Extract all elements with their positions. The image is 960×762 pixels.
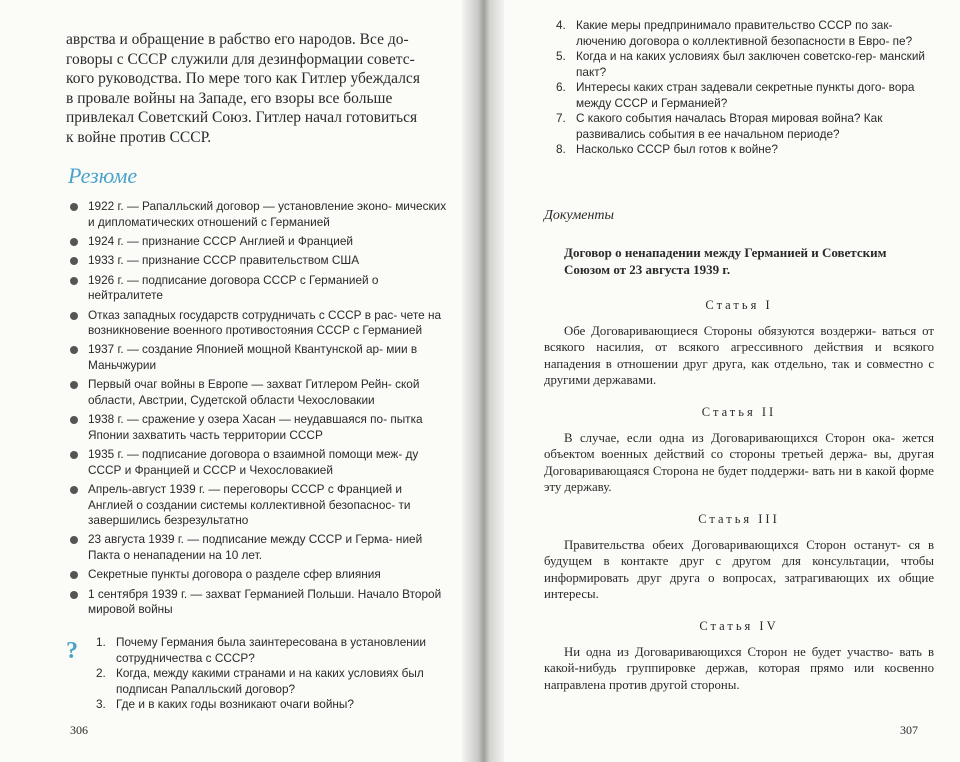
questions-list-right — [556, 18, 934, 158]
bullet-icon — [70, 536, 78, 544]
bullet-icon — [70, 277, 78, 285]
question-item: 5. Когда и на каких условиях был заключен советско-гер- манский пакт? — [556, 49, 925, 79]
resume-heading: Резюме — [68, 163, 138, 188]
question-item: 6. Интересы каких стран задевали секретные пункты дого- вора между СССР и Германией? — [556, 80, 915, 110]
question-item: 7. С какого события началась Вторая мировая война? Как развивались события в ее начальном периоде? — [556, 111, 883, 141]
lead-line: кого руководства. По мере того как Гитлер убеждался — [66, 70, 420, 87]
bullet-icon — [70, 591, 78, 599]
article-text: Обе Договаривающиеся Стороны обязуются воздержи- ваться от всякого насилия, от всякого агрессивного действия и всякого нападения в отношении друг друга, как отдельно, так и совместно с другими державами. — [544, 323, 934, 387]
summary-item: Первый очаг войны в Европе — захват Гитлером Рейн- ской области, Австрии, Судетской области Чехословакии — [88, 377, 450, 408]
lead-line: к войне против СССР. — [66, 128, 212, 146]
article-title: Статья I — [705, 297, 773, 312]
summary-item: Апрель-август 1939 г. — переговоры СССР с Францией и Англией о создании системы коллективной безопаснос- ти завершились безрезультатно — [88, 482, 450, 529]
article — [544, 405, 934, 496]
article-title: Статья IV — [699, 618, 779, 633]
page-number-left: 306 — [70, 723, 88, 737]
article-text: Ни одна из Договаривающихся Сторон не будет участво- вать в какой-нибудь группировке держав, которая прямо или косвенно направлена против другой стороны. — [544, 644, 934, 692]
summary-item: 23 августа 1939 г. — подписание между СССР и Герма- нией Пакта о ненападении на 10 лет. — [88, 532, 450, 563]
lead-line: в провале войны на Западе, его взоры все больше — [66, 89, 393, 107]
summary-item: 1926 г. — подписание договора СССР с Германией о нейтралитете — [88, 273, 450, 304]
bullet-icon — [70, 312, 78, 320]
lead-line: аврства и обращение в рабство его народов. Все до- — [66, 31, 409, 48]
bullet-icon — [70, 381, 78, 389]
treaty-title: Договор о ненападении между Германией и Советским Союзом от 23 августа 1939 г. — [564, 244, 887, 277]
bullet-icon — [70, 571, 78, 579]
question-item: 3. Где и в каких годы возникают очаги войны? — [96, 697, 354, 711]
summary-item: Секретные пункты договора о разделе сфер влияния — [88, 567, 450, 583]
article-text: В случае, если одна из Договаривающихся Сторон ока- жется объектом военных действий со стороны третьей держа- вы, другая Договаривающаяся Сторона не будет поддержи- вать ни в какой форме эту державу. — [544, 430, 934, 494]
article — [544, 298, 934, 389]
lead-line: говоры с СССР служили для дезинформации советс- — [66, 50, 415, 68]
page-number-right: 307 — [900, 723, 918, 737]
summary-item: 1935 г. — подписание договора о взаимной помощи меж- ду СССР и Францией и СССР и Чехословакией — [88, 447, 450, 478]
question-item: 8. Насколько СССР был готов к войне? — [556, 142, 778, 156]
bullet-icon — [70, 257, 78, 265]
lead-line: привлекал Советский Союз. Гитлер начал готовиться — [66, 109, 418, 126]
summary-item: Отказ западных государств сотрудничать с СССР в рас- чете на возникновение военного противостояния СССР с Германией — [88, 308, 450, 339]
article — [544, 619, 934, 694]
summary-item: 1922 г. — Рапалльский договор — установление эконо- мических и дипломатических отношений с Германией — [88, 199, 450, 230]
bullet-icon — [70, 203, 78, 211]
right-page — [496, 0, 960, 762]
question-item: 4. Какие меры предпринимало правительство СССР по зак- лючению договора о коллективной безопасности в Евро- пе? — [556, 18, 913, 48]
question-item: 2. Когда, между какими странами и на каких условиях был подписан Рапалльский договор? — [96, 666, 424, 696]
summary-list — [66, 199, 450, 618]
article-text: Правительства обеих Договаривающихся Сторон останут- ся в будущем в контакте друг с другом для консультации, чтобы информировать друг друга о вопросах, затрагивающих их общие интересы. — [544, 537, 934, 601]
questions-list-left — [96, 635, 446, 713]
article-title: Статья III — [698, 511, 780, 526]
left-lead-paragraph — [66, 30, 450, 147]
summary-item: 1938 г. — сражение у озера Хасан — неудавшаяся по- пытка Японии захватить часть территории СССР — [88, 412, 450, 443]
bullet-icon — [70, 451, 78, 459]
left-page — [0, 0, 470, 762]
bullet-icon — [70, 416, 78, 424]
article — [544, 512, 934, 603]
summary-item: 1933 г. — признание СССР правительством США — [88, 253, 450, 269]
documents-heading: Документы — [544, 207, 615, 223]
bullet-icon — [70, 486, 78, 494]
question-item: 1. Почему Германия была заинтересована в установлении сотрудничества с СССР? — [96, 635, 426, 665]
summary-item: 1924 г. — признание СССР Англией и Францией — [88, 234, 450, 250]
article-title: Статья II — [701, 404, 777, 419]
summary-item: 1937 г. — создание Японией мощной Квантунской ар- мии в Маньчжурии — [88, 342, 450, 373]
summary-item: 1 сентября 1939 г. — захват Германией Польши. Начало Второй мировой войны — [88, 587, 450, 618]
bullet-icon — [70, 238, 78, 246]
question-mark-icon: ? — [66, 638, 78, 664]
bullet-icon — [70, 346, 78, 354]
